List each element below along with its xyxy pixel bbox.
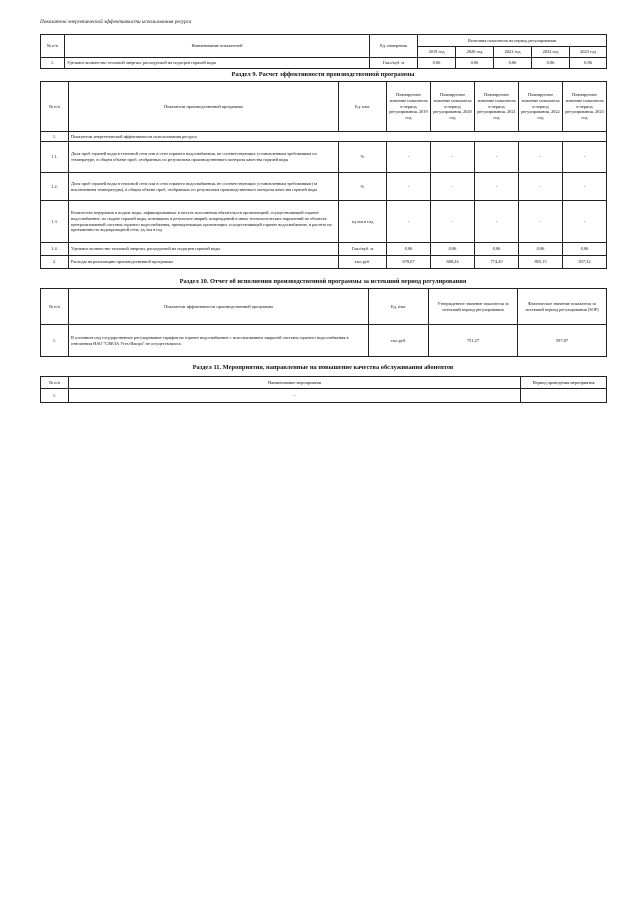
row-value: - [563,201,607,243]
table-row [41,243,607,256]
row-actual: 597,87 [518,325,607,357]
row-value: - [519,142,563,173]
row-num: 1. [41,389,69,403]
table-row [41,58,607,69]
header-year: 2023 год [570,47,607,58]
row-unit: Гкал/куб. м [370,58,418,69]
table-row [41,389,607,403]
table-row [41,132,607,142]
row-num: 2. [41,256,69,269]
header-year: 2019 год [418,47,456,58]
header-name: Показатели производственной программы [69,82,339,132]
table-row [41,256,607,269]
row-name: В основном под государственное регулирование тарифов на горячее водоснабжение с использованием закрытой системы горячего водоснабжения в отношении НАО "СВЕЗА Усть-Ижора" не осуществлялось [69,325,369,357]
row-value: 688,24 [431,256,475,269]
section10-title: Раздел 10. Отчет об исполнении производственной программы за истекший период регулирования [179,278,467,285]
energy-efficiency-table [40,34,607,69]
header-unit: Ед. изм. [339,82,387,132]
section10-table [40,288,607,357]
header-num: № п/п [41,377,69,389]
row-value: 0,06 [494,58,532,69]
table-row [41,201,607,243]
row-period [521,389,607,403]
header-name: Показатели эффективности производственной программы [69,289,369,325]
row-value: - [387,201,431,243]
row-value: 0,06 [456,58,494,69]
header-unit: Ед. измерения [370,35,418,58]
row-unit: тыс.руб. [369,325,429,357]
header-year: 2022 год [532,47,570,58]
row-value: - [519,173,563,201]
top-caption: Показатели энергетической эффективности использования ресурса [40,19,192,25]
header-period: Период проведения мероприятия [521,377,607,389]
row-value: 805,15 [519,256,563,269]
table-row [41,325,607,357]
section11-title: Раздел 11. Мероприятия, направленные на повышение качества обслуживания абонентов [192,364,454,371]
row-name: Доля проб горячей воды в тепловой сети или в сети горячего водоснабжения, не соответствующих установленным требованиям по температуре, в общем объеме проб, отобранных по результатам производственного контроля качества горячей воды [69,142,339,173]
row-value: 774,20 [475,256,519,269]
row-value: - [431,142,475,173]
row-approved: 751,27 [429,325,518,357]
row-num: 1.3. [41,201,69,243]
header-name: Наименование мероприятия [69,377,521,389]
row-name: Удельное количество тепловой энергии, расходуемой на подогрев горячей воды [69,243,339,256]
row-value: - [475,142,519,173]
row-value: - [387,142,431,173]
row-value: 0,06 [418,58,456,69]
row-num: 1. [41,58,65,69]
row-value: - [563,142,607,173]
row-value: - [563,173,607,201]
row-value: 0,06 [519,243,563,256]
row-num: 1.4. [41,243,69,256]
row-value: 0,06 [570,58,607,69]
row-num: 1.1. [41,142,69,173]
row-value: 0,06 [387,243,431,256]
row-name: Показатели энергетической эффективности использования ресурса [69,132,607,142]
row-value: - [431,173,475,201]
row-value: 0,06 [431,243,475,256]
header-year: Планируемое значение показателя в период регулирования, 2019 год [387,82,431,132]
row-name: Расходы на реализацию производственной программы [69,256,339,269]
row-name: Количество перерывов в подаче воды, зафиксированных в местах исполнения обязательств организацией, осуществляющей горячее водоснабжение, по подаче горячей воды, возникших в результате аварий, повреждений и иных технологических нарушений на объектах централизованной системы горячего водоснабжения, принадлежащих организации, осуществляющей горячее водоснабжение, в расчете на протяженность водопроводной сети, ед./км в год [69,201,339,243]
header-year: Планируемое значение показателя в период регулирования, 2021 год [475,82,519,132]
row-value: 678,07 [387,256,431,269]
section9-table [40,81,607,269]
row-value: - [475,201,519,243]
row-unit: % [339,142,387,173]
section11-table [40,376,607,403]
header-num: № п/п [41,35,65,58]
header-approved: Утвержденное значение показателя за истекший период регулирования [429,289,518,325]
row-unit: % [339,173,387,201]
header-name: Наименование показателей [65,35,370,58]
header-period-group: Величина показателя на период регулирования [418,35,607,47]
header-year: 2020 год [456,47,494,58]
row-num: 1. [41,325,69,357]
row-name: Доля проб горячей воды в тепловой сети или в сети горячего водоснабжения, не соответствующих установленным требованиям (за исключением температуры), в общем объеме проб, отобранных по результатам производственного контроля качества горячей воды [69,173,339,201]
row-unit: Гкал/куб. м [339,243,387,256]
header-year: Планируемое значение показателя в период регулирования, 2023 год [563,82,607,132]
row-value: - [519,201,563,243]
row-value: 837,32 [563,256,607,269]
section9-title: Раздел 9. Расчет эффективности производственной программы [231,71,415,78]
header-year: 2021 год [494,47,532,58]
row-value: 0,06 [532,58,570,69]
row-unit: ед./км в год [339,201,387,243]
row-value: - [387,173,431,201]
table-row [41,173,607,201]
row-name: Удельное количество тепловой энергии, расходуемой на подогрев горячей воды [65,58,370,69]
header-num: № п/п [41,289,69,325]
table-row [41,142,607,173]
header-num: № п/п [41,82,69,132]
row-name: - [69,389,521,403]
row-value: 0,06 [475,243,519,256]
header-year: Планируемое значение показателя в период регулирования, 2020 год [431,82,475,132]
header-actual: Фактическое значение показателя за истекший период регулирования (ЗОР) [518,289,607,325]
row-value: - [431,201,475,243]
header-unit: Ед. изм. [369,289,429,325]
row-value: - [475,173,519,201]
row-unit: тыс.руб. [339,256,387,269]
row-num: 1. [41,132,69,142]
header-year: Планируемое значение показателя в период регулирования, 2022 год [519,82,563,132]
row-num: 1.2. [41,173,69,201]
row-value: 0,06 [563,243,607,256]
